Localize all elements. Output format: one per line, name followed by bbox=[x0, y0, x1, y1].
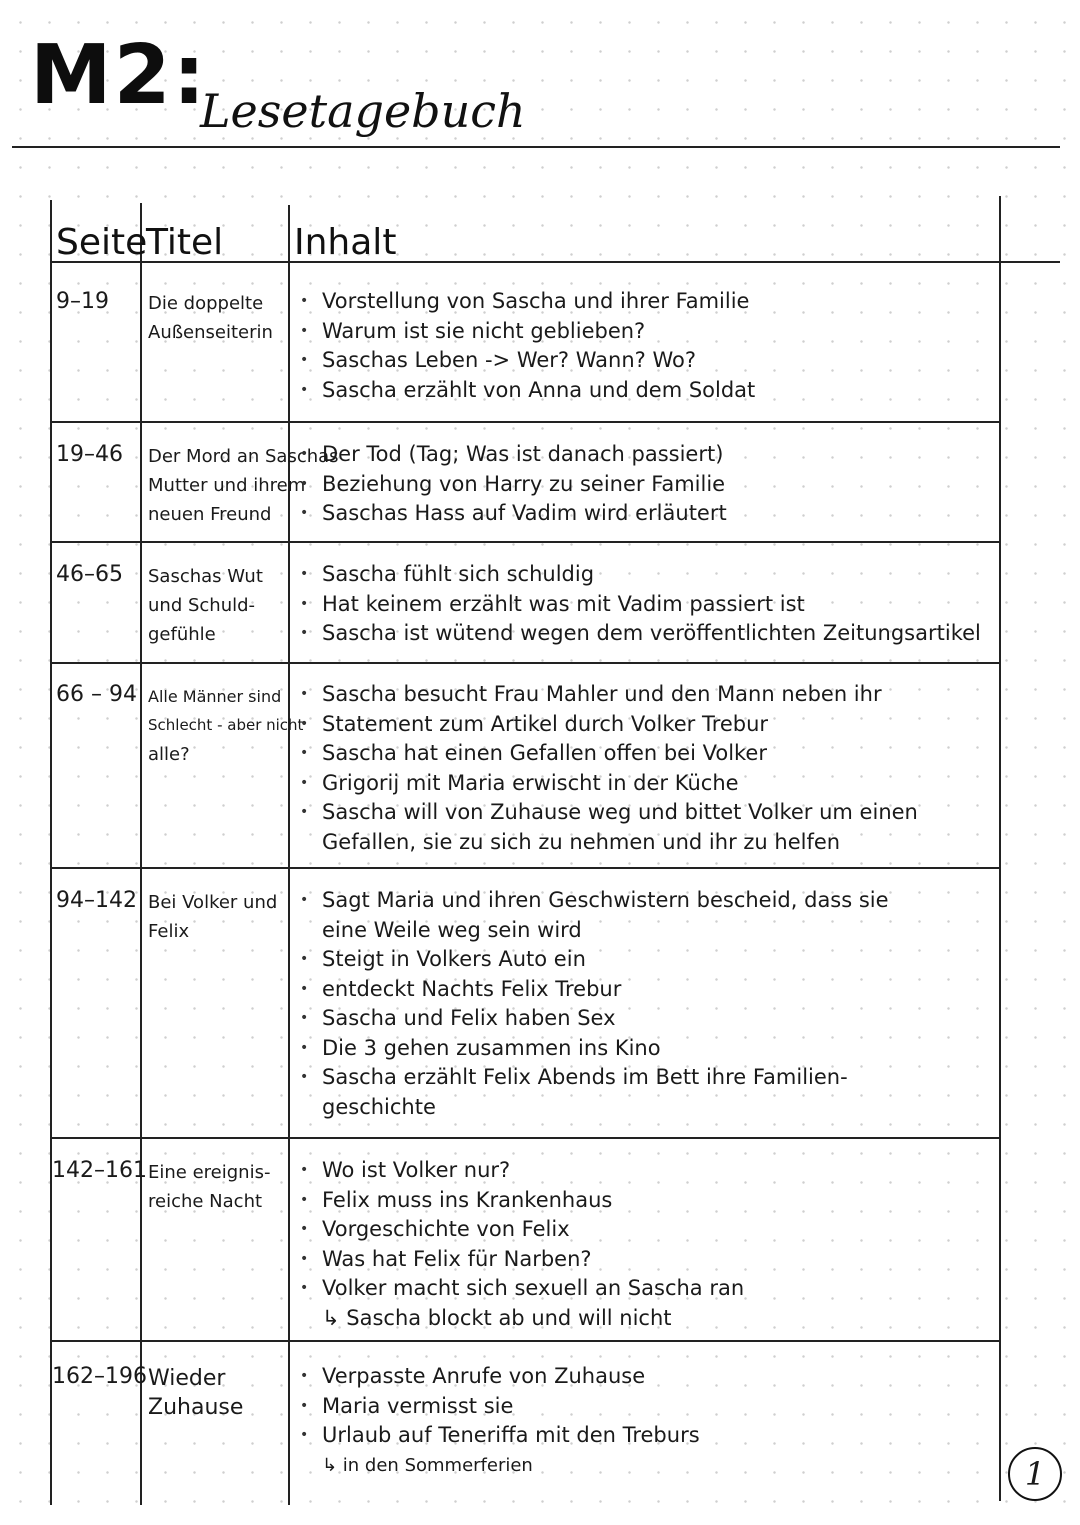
page-number-badge: 1 bbox=[1008, 1447, 1062, 1501]
row-chapter-title: Bei Volker und Felix bbox=[148, 892, 278, 942]
row-divider bbox=[50, 421, 1000, 423]
list-item: • Sagt Maria und ihren Geschwistern bescheid, dass sie bbox=[300, 886, 990, 916]
list-item: • Volker macht sich sexuell an Sascha ran bbox=[300, 1274, 990, 1304]
list-item: • Steigt in Volkers Auto ein bbox=[300, 945, 990, 975]
row-chapter-title: Saschas Wut und Schuld- gefühle bbox=[148, 566, 263, 645]
row-chapter-title: Der Mord an Saschas Mutter und ihrem neuen Freund bbox=[148, 446, 339, 525]
row-content-list bbox=[300, 1156, 990, 1333]
title-underline bbox=[12, 146, 1060, 148]
row-content-list bbox=[300, 287, 990, 405]
row-divider bbox=[50, 1137, 1000, 1139]
page-title: Lesetagebuch bbox=[200, 84, 526, 138]
list-item-sub: ↳ in den Sommerferien bbox=[322, 1454, 533, 1476]
row-page-range: 142–161 bbox=[52, 1158, 147, 1183]
list-item: • Hat keinem erzählt was mit Vadim passiert ist bbox=[300, 590, 990, 620]
row-page-range: 9–19 bbox=[56, 289, 109, 314]
list-item: • Saschas Leben -> Wer? Wann? Wo? bbox=[300, 346, 990, 376]
list-item: • Vorgeschichte von Felix bbox=[300, 1215, 990, 1245]
list-item: • Grigorij mit Maria erwischt in der Küche bbox=[300, 769, 990, 799]
page-code: M2: bbox=[30, 28, 208, 123]
list-item: • Felix muss ins Krankenhaus bbox=[300, 1186, 990, 1216]
list-item: • Wo ist Volker nur? bbox=[300, 1156, 990, 1186]
list-item: • Warum ist sie nicht geblieben? bbox=[300, 317, 990, 347]
column-header-title: Titel bbox=[146, 222, 224, 263]
row-page-range: 46–65 bbox=[56, 562, 123, 587]
row-divider bbox=[50, 1340, 1000, 1342]
column-header-content: Inhalt bbox=[294, 222, 397, 263]
column-divider-page bbox=[140, 203, 142, 1505]
row-content-list bbox=[300, 440, 990, 529]
row-content-list bbox=[300, 886, 990, 1122]
list-item: • Urlaub auf Teneriffa mit den Treburs bbox=[300, 1421, 990, 1451]
list-item: • Vorstellung von Sascha und ihrer Familie bbox=[300, 287, 990, 317]
list-item: • Sascha will von Zuhause weg und bittet Volker um einen bbox=[300, 798, 990, 828]
list-item: • Statement zum Artikel durch Volker Trebur bbox=[300, 710, 990, 740]
column-header-page: Seite bbox=[56, 222, 148, 263]
list-item: • Maria vermisst sie bbox=[300, 1392, 990, 1422]
list-item: • Saschas Hass auf Vadim wird erläutert bbox=[300, 499, 990, 529]
row-content-list bbox=[300, 680, 990, 857]
list-item: • Sascha und Felix haben Sex bbox=[300, 1004, 990, 1034]
list-item: • Beziehung von Harry zu seiner Familie bbox=[300, 470, 990, 500]
list-item: • Sascha besucht Frau Mahler und den Mann neben ihr bbox=[300, 680, 990, 710]
list-item-sub: ↳ Sascha blockt ab und will nicht bbox=[322, 1305, 672, 1330]
list-item: • entdeckt Nachts Felix Trebur bbox=[300, 975, 990, 1005]
list-item: • Sascha erzählt von Anna und dem Soldat bbox=[300, 376, 990, 406]
row-page-range: 162–196 bbox=[52, 1364, 147, 1389]
row-divider bbox=[50, 541, 1000, 543]
list-item-continuation: geschichte bbox=[322, 1094, 436, 1119]
list-item: • Sascha fühlt sich schuldig bbox=[300, 560, 990, 590]
row-divider bbox=[50, 662, 1000, 664]
row-chapter-title: Die doppelte Außenseiterin bbox=[148, 293, 273, 343]
row-content-list bbox=[300, 560, 990, 649]
row-page-range: 66 – 94 bbox=[56, 682, 137, 707]
list-item: • Was hat Felix für Narben? bbox=[300, 1245, 990, 1275]
row-chapter-title: Eine ereignis- reiche Nacht bbox=[148, 1162, 271, 1212]
list-item: • Sascha hat einen Gefallen offen bei Volker bbox=[300, 739, 990, 769]
row-divider bbox=[50, 867, 1000, 869]
list-item: • Die 3 gehen zusammen ins Kino bbox=[300, 1034, 990, 1064]
list-item: • Der Tod (Tag; Was ist danach passiert) bbox=[300, 440, 990, 470]
row-page-range: 94–142 bbox=[56, 888, 137, 913]
table-right-border bbox=[999, 196, 1001, 1501]
list-item: • Sascha erzählt Felix Abends im Bett ihre Familien- bbox=[300, 1063, 990, 1093]
row-page-range: 19–46 bbox=[56, 442, 123, 467]
list-item-continuation: Gefallen, sie zu sich zu nehmen und ihr zu helfen bbox=[322, 829, 841, 854]
row-content-list bbox=[300, 1362, 990, 1480]
list-item: • Sascha ist wütend wegen dem veröffentlichten Zeitungsartikel bbox=[300, 619, 990, 649]
list-item: • Verpasste Anrufe von Zuhause bbox=[300, 1362, 990, 1392]
row-chapter-title: Alle Männer sind Schlecht - aber nicht alle? bbox=[148, 687, 304, 765]
row-chapter-title: Wieder Zuhause bbox=[148, 1366, 244, 1420]
column-divider-title bbox=[288, 205, 290, 1505]
table-left-border bbox=[50, 200, 52, 1505]
list-item-continuation: eine Weile weg sein wird bbox=[322, 917, 582, 942]
